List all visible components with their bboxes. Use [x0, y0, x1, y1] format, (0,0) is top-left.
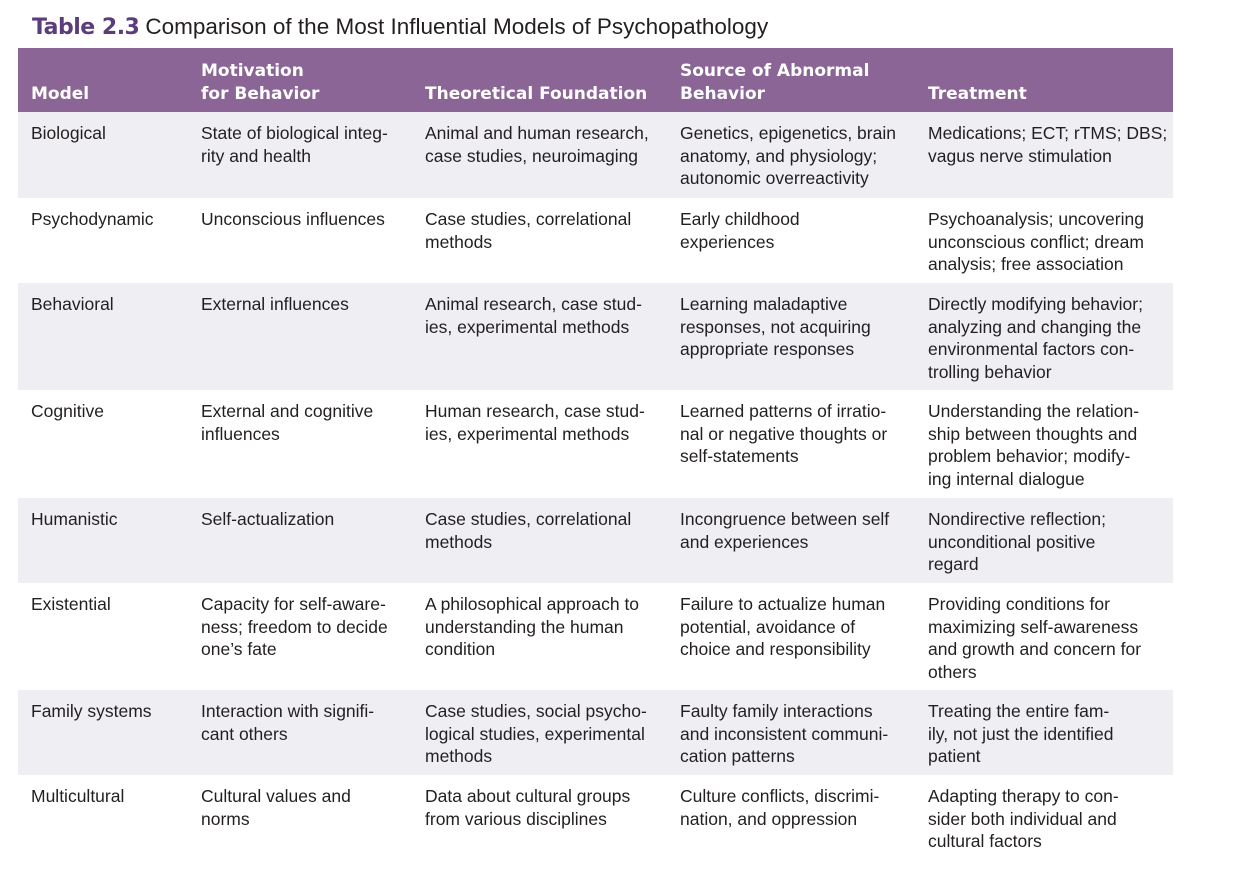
- cell-line: and experiences: [680, 531, 809, 552]
- cell-line: unconditional positive: [928, 531, 1096, 552]
- cell-motivation: [188, 283, 412, 390]
- cell-line: methods: [425, 231, 493, 252]
- cell-line: norms: [201, 808, 250, 829]
- cell-treatment: [915, 775, 1173, 857]
- table-row-psychodynamic: [18, 198, 1173, 283]
- cell-line: Data about cultural groups: [425, 786, 631, 806]
- cell-line: autonomic overreactivity: [680, 168, 869, 188]
- cell-line: logical studies, experimental: [425, 723, 645, 744]
- cell-line: Early childhood: [680, 209, 800, 229]
- cell-line: Faulty family interactions: [680, 701, 873, 721]
- cell-line: A philosophical approach to: [425, 594, 640, 614]
- table-row-biological: [18, 112, 1173, 198]
- cell-line: Interaction with signifi-: [201, 701, 375, 721]
- cell-model: [18, 498, 188, 583]
- cell-model: [18, 583, 188, 690]
- header-motivation: [188, 48, 412, 112]
- cell-model: [18, 390, 188, 498]
- header-model-line: Model: [31, 84, 90, 104]
- cell-line: patient: [928, 746, 981, 766]
- cell-line: Learned patterns of irratio-: [680, 401, 887, 421]
- header-source-of-abnormal-behavior: [667, 48, 915, 112]
- cell-line: Animal and human research,: [425, 123, 649, 143]
- cell-theoretical-foundation: [412, 690, 667, 775]
- cell-line: Self-actualization: [201, 509, 335, 529]
- cell-line: environmental factors con-: [928, 339, 1135, 359]
- cell-line: Cultural values and: [201, 786, 351, 806]
- cell-line: Case studies, correlational: [425, 509, 632, 529]
- cell-line: trolling behavior: [928, 361, 1052, 382]
- cell-line: Capacity for self-aware-: [201, 594, 386, 614]
- cell-line: Case studies, correlational: [425, 209, 632, 229]
- cell-source: [667, 283, 915, 390]
- cell-model: [18, 198, 188, 283]
- cell-theoretical-foundation: [412, 390, 667, 498]
- header-motivation-line: for Behavior: [201, 84, 320, 104]
- table-title: [32, 12, 768, 46]
- cell-source: [667, 583, 915, 690]
- header-treatment: [915, 48, 1173, 112]
- cell-line: methods: [425, 531, 493, 552]
- cell-source: [667, 390, 915, 498]
- cell-source: [667, 498, 915, 583]
- cell-theoretical-foundation: [412, 498, 667, 583]
- table-row-family-systems: [18, 690, 1173, 775]
- cell-line: Humanistic: [31, 509, 118, 529]
- cell-line: understanding the human: [425, 616, 624, 637]
- cell-line: influences: [201, 423, 280, 444]
- table-row-behavioral: [18, 283, 1173, 390]
- cell-treatment: [915, 390, 1173, 498]
- cell-line: anatomy, and physiology;: [680, 145, 878, 166]
- models-comparison-table: [18, 48, 1173, 857]
- header-treatment-line: Treatment: [928, 84, 1027, 104]
- cell-line: Nondirective reflection;: [928, 509, 1106, 529]
- cell-line: and inconsistent communi-: [680, 723, 889, 744]
- cell-line: ship between thoughts and: [928, 423, 1138, 444]
- table-caption: Comparison of the Most Influential Models of Psychopathology: [145, 14, 769, 39]
- cell-line: cultural factors: [928, 831, 1042, 851]
- cell-line: Family systems: [31, 701, 152, 721]
- cell-motivation: [188, 498, 412, 583]
- cell-line: problem behavior; modify-: [928, 446, 1131, 466]
- cell-source: [667, 690, 915, 775]
- cell-line: and growth and concern for: [928, 639, 1142, 659]
- cell-treatment: [915, 498, 1173, 583]
- cell-motivation: [188, 775, 412, 857]
- cell-theoretical-foundation: [412, 775, 667, 857]
- cell-line: Adapting therapy to con-: [928, 786, 1119, 806]
- cell-line: ing internal dialogue: [928, 468, 1085, 489]
- cell-treatment: [915, 583, 1173, 690]
- table-row-multicultural: [18, 775, 1173, 857]
- cell-line: self-statements: [680, 446, 799, 466]
- cell-motivation: [188, 583, 412, 690]
- cell-line: Incongruence between self: [680, 509, 890, 529]
- cell-treatment: [915, 198, 1173, 283]
- cell-line: Learning maladaptive: [680, 294, 848, 314]
- cell-line: choice and responsibility: [680, 639, 871, 659]
- cell-motivation: [188, 690, 412, 775]
- cell-line: Treating the entire fam-: [928, 701, 1110, 721]
- cell-line: Existential: [31, 594, 111, 614]
- cell-line: State of biological integ-: [201, 123, 388, 143]
- cell-line: one’s fate: [201, 639, 277, 659]
- cell-line: nation, and oppression: [680, 808, 858, 829]
- cell-line: Psychodynamic: [31, 209, 154, 229]
- header-theoretical-foundation-line: Theoretical Foundation: [425, 84, 648, 104]
- cell-theoretical-foundation: [412, 198, 667, 283]
- cell-theoretical-foundation: [412, 583, 667, 690]
- cell-source: [667, 112, 915, 198]
- cell-line: regard: [928, 554, 979, 574]
- cell-line: Providing conditions for: [928, 594, 1110, 614]
- cell-line: case studies, neuroimaging: [425, 145, 639, 166]
- cell-line: External influences: [201, 294, 349, 314]
- cell-model: [18, 112, 188, 198]
- cell-line: cant others: [201, 723, 288, 744]
- cell-line: condition: [425, 639, 496, 659]
- header-model: [18, 48, 188, 112]
- table-number: Table 2.3: [32, 15, 140, 40]
- cell-line: experiences: [680, 231, 775, 252]
- cell-line: Animal research, case stud-: [425, 294, 642, 314]
- cell-line: ily, not just the identified: [928, 723, 1114, 744]
- cell-line: analysis; free association: [928, 254, 1124, 274]
- header-theoretical-foundation: [412, 48, 667, 112]
- cell-line: ness; freedom to decide: [201, 616, 388, 637]
- cell-line: methods: [425, 746, 493, 766]
- cell-line: unconscious conflict; dream: [928, 231, 1144, 252]
- cell-treatment: [915, 112, 1173, 198]
- cell-line: Psychoanalysis; uncovering: [928, 209, 1144, 229]
- cell-model: [18, 775, 188, 857]
- cell-line: Biological: [31, 123, 106, 143]
- header-source-line: Source of Abnormal: [680, 61, 870, 81]
- cell-line: appropriate responses: [680, 339, 855, 359]
- cell-source: [667, 198, 915, 283]
- cell-line: Multicultural: [31, 786, 125, 806]
- cell-line: from various disciplines: [425, 808, 607, 829]
- cell-line: Directly modifying behavior;: [928, 294, 1143, 314]
- header-row: [18, 48, 1173, 112]
- cell-line: ies, experimental methods: [425, 316, 630, 337]
- cell-treatment: [915, 690, 1173, 775]
- table-row-humanistic: [18, 498, 1173, 583]
- cell-line: Cognitive: [31, 401, 104, 421]
- cell-source: [667, 775, 915, 857]
- table-row-cognitive: [18, 390, 1173, 498]
- cell-motivation: [188, 112, 412, 198]
- cell-model: [18, 283, 188, 390]
- cell-motivation: [188, 198, 412, 283]
- cell-theoretical-foundation: [412, 112, 667, 198]
- cell-line: Human research, case stud-: [425, 401, 645, 421]
- cell-line: Failure to actualize human: [680, 594, 886, 614]
- table-row-existential: [18, 583, 1173, 690]
- cell-line: External and cognitive: [201, 401, 374, 421]
- cell-line: responses, not acquiring: [680, 316, 871, 337]
- cell-line: Culture conflicts, discrimi-: [680, 786, 880, 806]
- cell-line: analyzing and changing the: [928, 316, 1142, 337]
- cell-line: others: [928, 661, 977, 682]
- cell-line: Behavioral: [31, 294, 114, 314]
- cell-line: sider both individual and: [928, 808, 1117, 829]
- cell-line: Unconscious influences: [201, 209, 385, 229]
- cell-line: ies, experimental methods: [425, 423, 630, 444]
- cell-line: Genetics, epigenetics, brain: [680, 123, 896, 143]
- cell-line: Medications; ECT; rTMS; DBS;: [928, 123, 1168, 143]
- cell-treatment: [915, 283, 1173, 390]
- cell-model: [18, 690, 188, 775]
- cell-line: Case studies, social psycho-: [425, 701, 647, 721]
- header-source-line: Behavior: [680, 84, 766, 104]
- cell-line: cation patterns: [680, 746, 795, 766]
- cell-line: Understanding the relation-: [928, 401, 1140, 421]
- cell-line: potential, avoidance of: [680, 616, 856, 637]
- cell-theoretical-foundation: [412, 283, 667, 390]
- cell-motivation: [188, 390, 412, 498]
- cell-line: rity and health: [201, 145, 311, 166]
- cell-line: vagus nerve stimulation: [928, 145, 1112, 166]
- cell-line: nal or negative thoughts or: [680, 423, 888, 444]
- cell-line: maximizing self-awareness: [928, 616, 1139, 637]
- header-motivation-line: Motivation: [201, 61, 304, 81]
